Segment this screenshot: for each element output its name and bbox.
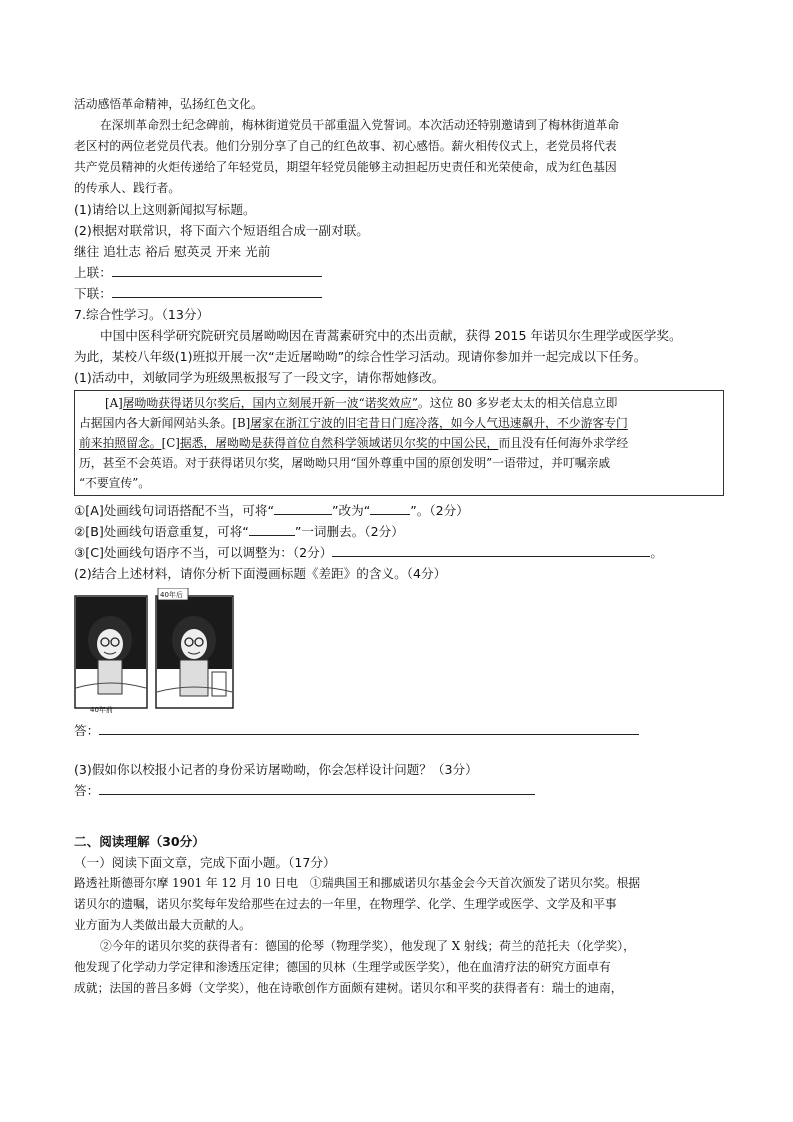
- upper-couplet-row: [74, 262, 724, 283]
- cartoon-label-right: 40年后: [160, 591, 183, 599]
- box-text: 。这位 80 多岁老太太的相关信息立即: [417, 396, 618, 410]
- box-line: [79, 393, 719, 413]
- news-line: 在深圳革命烈士纪念碑前，梅林街道党员干部重温入党誓词。本次活动还特别邀请到了梅林街道革命: [100, 118, 620, 132]
- answer-blank[interactable]: [370, 500, 410, 515]
- box-line: [79, 433, 719, 453]
- answer-blank[interactable]: [99, 720, 639, 735]
- answer-blank[interactable]: [332, 542, 650, 557]
- q7-a-row: [74, 500, 724, 521]
- lower-couplet-row: [74, 283, 724, 304]
- article-line: 他发现了化学动力学定律和渗透压定律；德国的贝林（生理学或医学奖），他在血清疗法的研究方面卓有: [74, 960, 611, 974]
- question-text: ”改为“: [331, 503, 371, 518]
- upper-couplet-label: 上联：: [74, 265, 112, 280]
- underlined-sentence-a: 屠呦呦获得诺贝尔奖后，国内立刻展开新一波“诺奖效应”: [122, 396, 418, 410]
- question-text: 。: [650, 545, 663, 560]
- news-line: 老区村的两位老党员代表。他们分别分享了自己的红色故事、初心感悟。薪火相传仪式上，老党员将代表: [74, 139, 617, 153]
- box-text: 而且没有任何海外求学经: [498, 436, 629, 450]
- underlined-sentence-b: 前来拍照留念。: [79, 436, 162, 450]
- article-line: ②今年的诺贝尔奖的获得者有：德国的伦琴（物理学奖），他发现了 X 射线；荷兰的范托夫（化学奖），: [100, 939, 635, 953]
- q7-c-row: [74, 542, 724, 563]
- article-line: 业方面为人类做出最大贡献的人。: [74, 918, 251, 932]
- answer-blank[interactable]: [274, 500, 332, 515]
- underlined-sentence-c: 据悉，屠呦呦是获得首位自然科学领域诺贝尔奖的中国公民，: [179, 436, 499, 450]
- news-line: 活动感悟革命精神，弘扬红色文化。: [74, 97, 263, 111]
- cartoon-label-left: 40年前: [90, 706, 113, 714]
- box-line: “不要宣传”。: [79, 476, 151, 490]
- spacer: [74, 801, 724, 831]
- cartoon-drawing: [74, 588, 234, 718]
- article-line: 成就；法国的普吕多姆（文学奖），他在诗歌创作方面颇有建树。诺贝尔和平奖的获得者有：瑞士的迪南，: [74, 981, 623, 995]
- box-line: [79, 413, 719, 433]
- news-line: 共产党员精神的火炬传递给了年轻党员，期望年轻党员能够主动担起历史责任和光荣使命，成为红色基因: [74, 160, 617, 174]
- answer-label: 答：: [74, 723, 100, 738]
- lower-couplet-blank[interactable]: [112, 283, 322, 298]
- q7-intro: 为此，某校八年级(1)班拟开展一次“走近屠呦呦”的综合性学习活动。现请你参加并一起完成以下任务。: [74, 349, 647, 364]
- q7-b-row: [74, 521, 724, 542]
- tag-a: [A]: [105, 396, 123, 410]
- article-line: 诺贝尔的遗嘱，诺贝尔奖每年发给那些在过去的一年里，在物理学、化学、生理学或医学、文学及和平事: [74, 897, 617, 911]
- q7-sub2: (2)结合上述材料，请你分析下面漫画标题《差距》的含义。（4分）: [74, 566, 447, 581]
- tag-c: [C]: [161, 436, 180, 450]
- q6-phrases: 继往 追壮志 裕后 慰英灵 开来 光前: [74, 244, 271, 259]
- box-line: 历，甚至不会英语。对于获得诺贝尔奖，屠呦呦只用“国外尊重中国的原创发明”一语带过，并叮嘱亲戚: [79, 456, 611, 470]
- q6-sub1: (1)请给以上这则新闻拟写标题。: [74, 202, 256, 217]
- section-heading: 二、阅读理解（30分）: [74, 834, 205, 849]
- lower-couplet-label: 下联：: [74, 286, 112, 301]
- news-line: 的传承人、践行者。: [74, 181, 181, 195]
- spacer: [74, 741, 724, 759]
- answer-label: 答：: [74, 783, 100, 798]
- answer-row: [74, 780, 724, 801]
- upper-couplet-blank[interactable]: [112, 262, 322, 277]
- reading-part-heading: （一）阅读下面文章，完成下面小题。（17分）: [74, 855, 336, 870]
- question-text: ①[A]处画线句词语搭配不当，可将“: [74, 503, 274, 518]
- question-text: ③[C]处画线句语序不当，可以调整为：（2分）: [74, 545, 333, 560]
- blackboard-text-box: [74, 390, 724, 496]
- q7-title: 7.综合性学习。（13分）: [74, 307, 210, 322]
- answer-blank[interactable]: [249, 521, 295, 536]
- question-text: ”一词删去。（2分）: [294, 524, 404, 539]
- q7-sub1: (1)活动中，刘敏同学为班级黑板报写了一段文字，请你帮她修改。: [74, 370, 445, 385]
- underlined-sentence-b: 屠家在浙江宁波的旧宅昔日门庭冷落，如今人气迅速飙升，不少游客专门: [250, 416, 628, 430]
- article-line: 路透社斯德哥尔摩 1901 年 12 月 10 日电 ①瑞典国王和挪威诺贝尔基金会今天首次颁发了诺贝尔奖。根据: [74, 876, 641, 890]
- q7-sub3: (3)假如你以校报小记者的身份采访屠呦呦，你会怎样设计问题？（3分）: [74, 762, 478, 777]
- question-text: ②[B]处画线句语意重复，可将“: [74, 524, 249, 539]
- tag-b: [B]: [232, 416, 251, 430]
- cartoon-image: [74, 588, 234, 718]
- q6-sub2: (2)根据对联常识，将下面六个短语组合成一副对联。: [74, 223, 369, 238]
- question-text: ”。（2分）: [410, 503, 469, 518]
- exam-page: [74, 94, 724, 999]
- answer-blank[interactable]: [99, 780, 535, 795]
- box-text: 占据国内各大新闻网站头条。: [79, 416, 233, 430]
- answer-row: [74, 720, 724, 741]
- q7-intro: 中国中医科学研究院研究员屠呦呦因在青蒿素研究中的杰出贡献，获得 2015 年诺贝尔生理学或医学奖。: [100, 328, 682, 343]
